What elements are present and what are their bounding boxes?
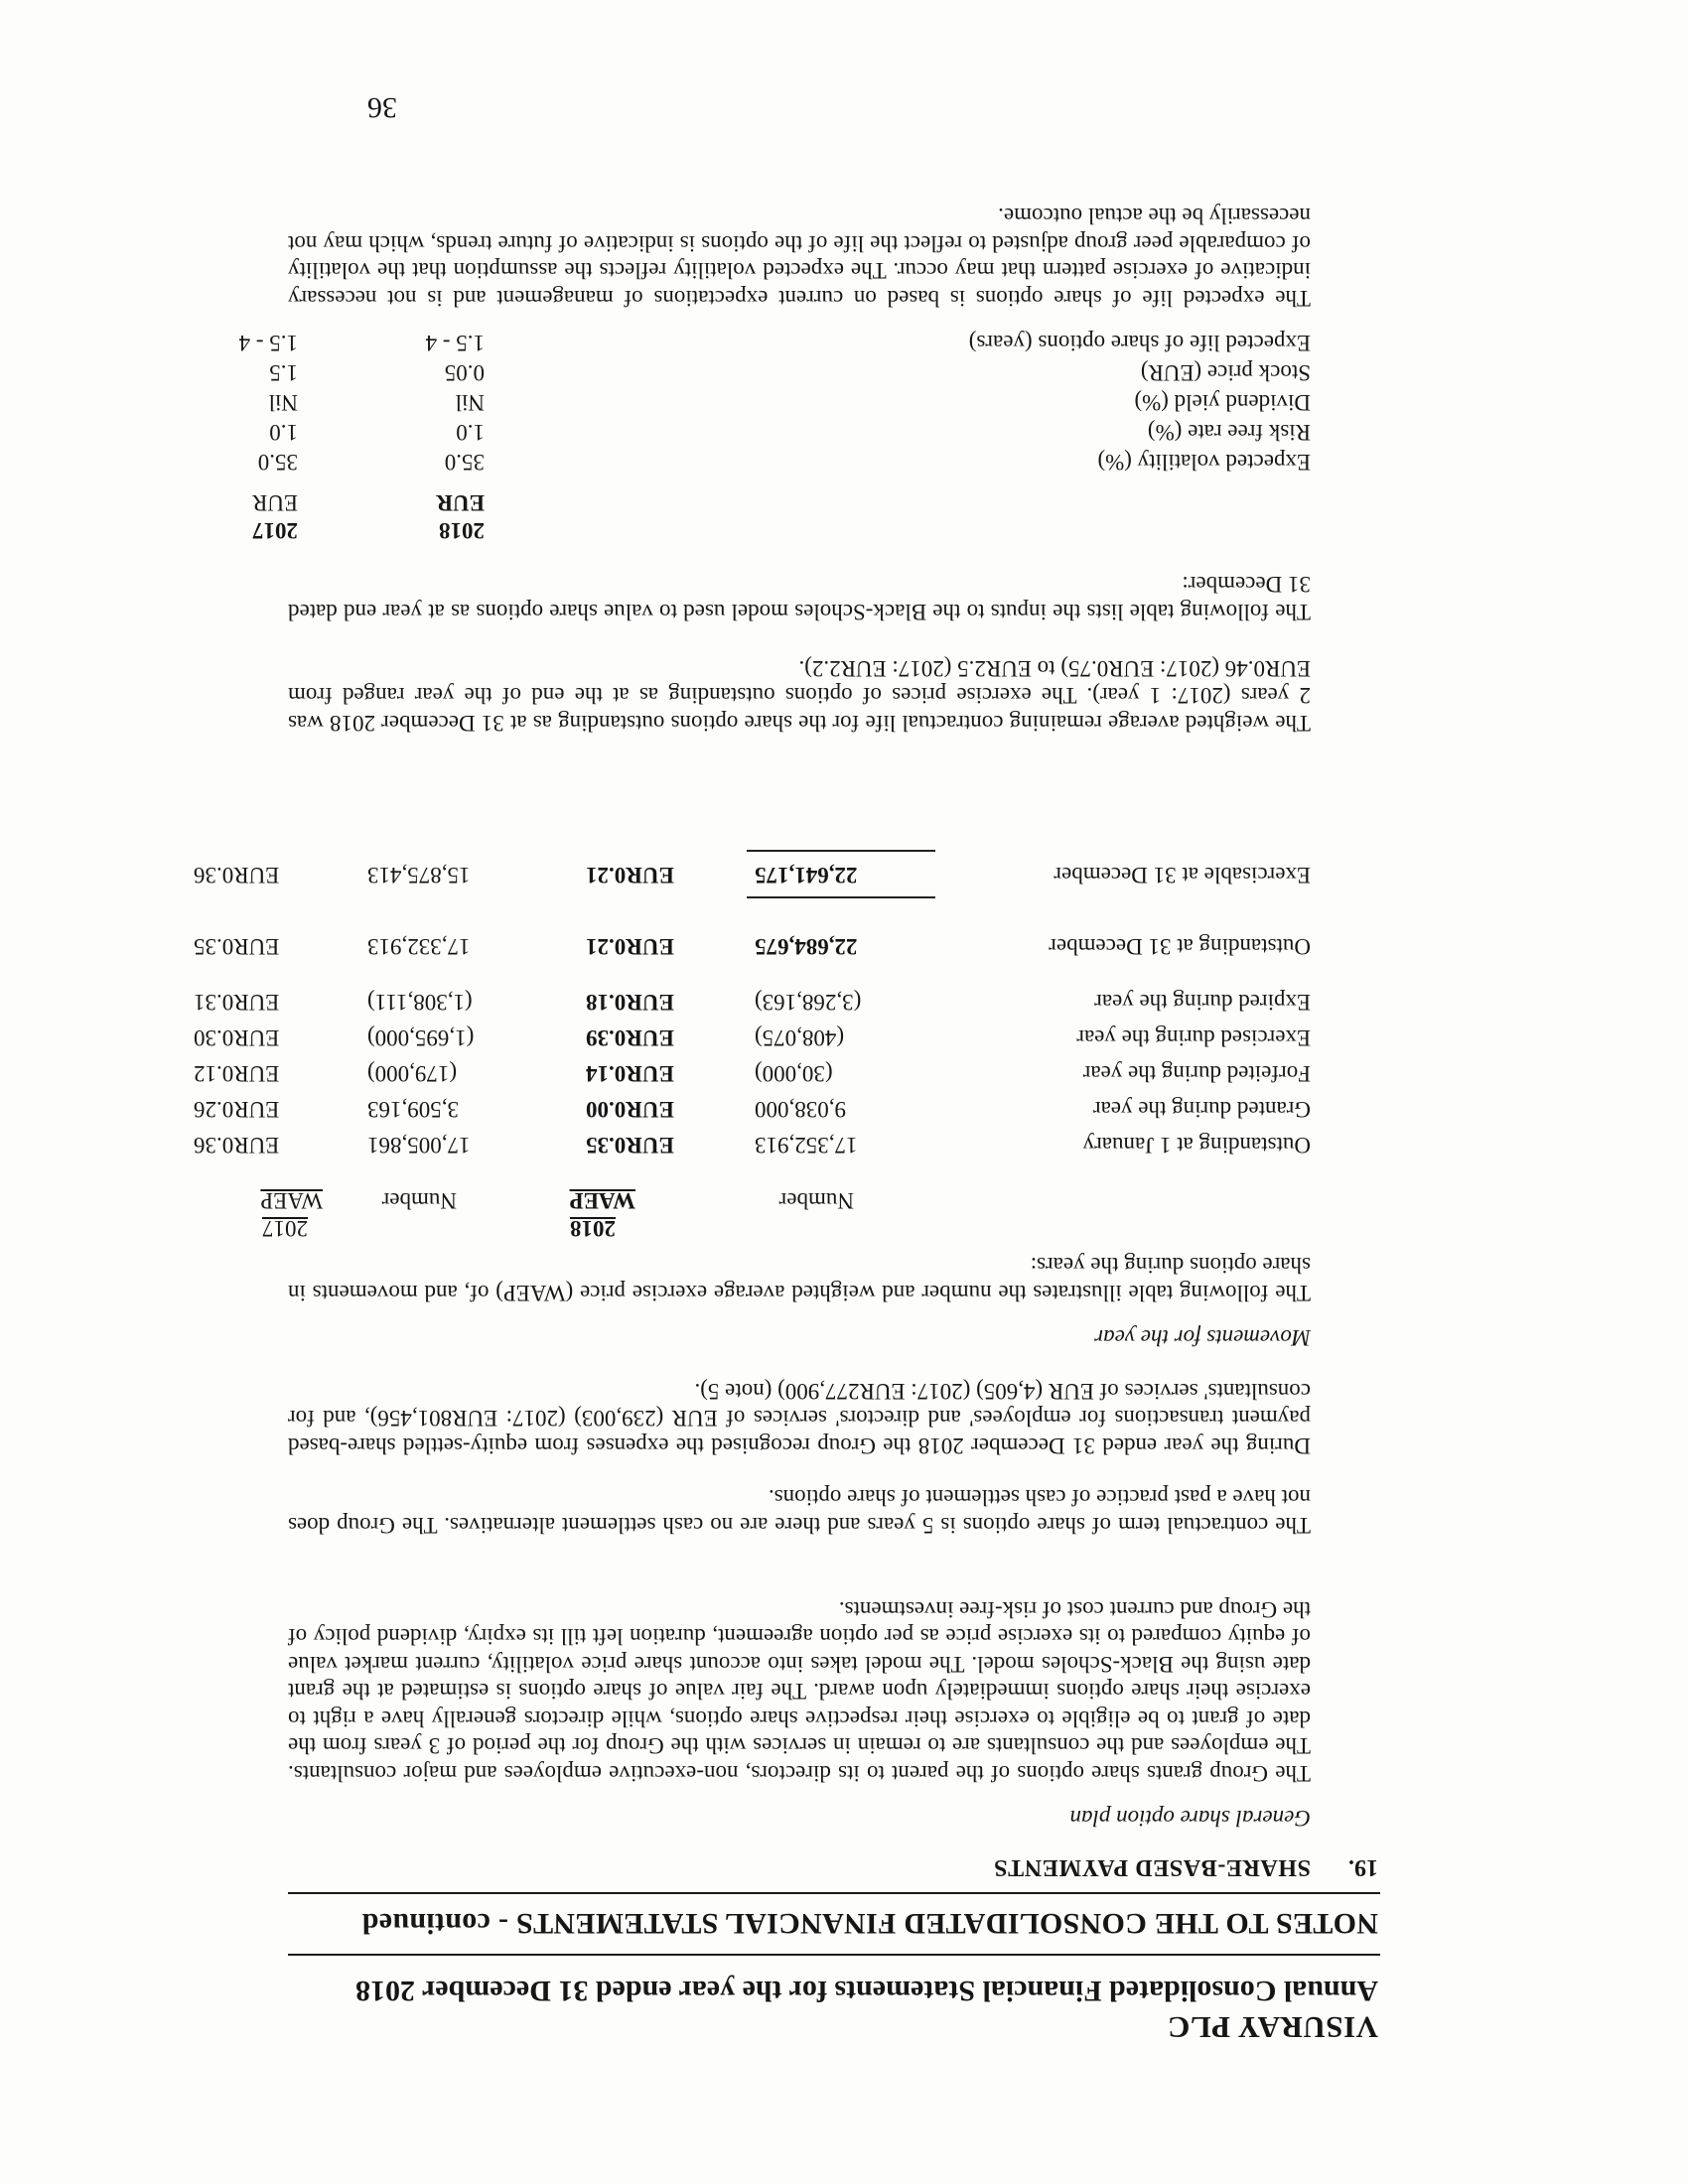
paragraph-share-options: The Group grants share options of the parent to its directors, non-executive employees and major consultants. The employees and the consultants are to remain in services with the Group for the period of 3 years from the date of grant to be eligible to exercise their respective share options, while directors generally have a right to exercise their share options immediately upon award. The fair value of share options is estimated at the grant date using the Black-Scholes model. The model takes into account share price volatility, current market value of equity compared to its exercise price as per option agreement, duration left till its expiry, dividend policy of the Group and current cost of risk-free investments. — [288, 1597, 1311, 1786]
inputs-row-label: Expected volatility (%) — [1097, 450, 1311, 475]
movements-row-waep-2018: EUR0.00 — [586, 1097, 674, 1122]
section-number: 19. — [1348, 1854, 1378, 1880]
movements-row-waep-2017: EUR0.36 — [194, 1133, 280, 1158]
inputs-row-value-2017: 1.5 — [269, 360, 298, 385]
paragraph-movements-intro: The following table illustrates the number and weighted average exercise price (WAEP) of, and movements in share options during the years: — [288, 1253, 1311, 1305]
inputs-row-value-2017: 1.5 - 4 — [238, 331, 298, 355]
inputs-row-label: Dividend yield (%) — [1134, 390, 1311, 415]
inputs-row-label: Stock price (EUR) — [1140, 360, 1311, 385]
statement-subtitle: Annual Consolidated Financial Statements for the year ended 31 December 2018 — [355, 1975, 1378, 2007]
movements-header-number-2017: Number — [381, 1188, 457, 1213]
inputs-row-value-2017: Nil — [268, 390, 298, 415]
movements-header-waep-2017: WAEP — [260, 1188, 323, 1213]
movements-row-label: Forfeited during the year — [1082, 1061, 1311, 1086]
movements-row-number-2018: (3,268,163) — [755, 990, 862, 1015]
movements-row-number-2018: 9,038,000 — [755, 1097, 846, 1122]
inputs-year-2018: 2018 — [439, 518, 485, 543]
paragraph-expected-life: The expected life of share options is based on current expectations of management and is not necessary indicative of exercise pattern that may occur. The expected volatility reflects the assumption that the volatility of comparable peer group adjusted to reflect the life of the options is indicative of future trends, which may not necessarily be the actual outcome. — [288, 204, 1311, 311]
movements-row-number-2017: (179,000) — [367, 1061, 458, 1086]
inputs-year-2017: 2017 — [252, 518, 298, 543]
movements-row-label: Granted during the year — [1092, 1097, 1311, 1122]
movements-row-number-2017: (1,308,111) — [367, 990, 473, 1015]
paragraph-remaining-life: The weighted average remaining contractual life for the share options outstanding as at 31 December 2018 was 2 years (2017: 1 year). The exercise prices of options outstanding as at the end of the year ranged from EUR0.46 (2017: EUR0.75) to EUR2.5 (2017: EUR2.2). — [288, 656, 1311, 736]
movements-row-label: Exercised during the year — [1076, 1025, 1311, 1050]
inputs-row-label: Risk free rate (%) — [1147, 420, 1311, 445]
inputs-row-label: Expected life of share options (years) — [968, 331, 1311, 355]
movements-row-waep-2018: EUR0.18 — [586, 990, 674, 1015]
movements-row-number-2018: (30,000) — [755, 1061, 833, 1086]
inputs-row-value-2017: 1.0 — [269, 420, 298, 445]
movements-row-waep-2018: EUR0.14 — [586, 1061, 674, 1086]
page-number: 36 — [367, 91, 397, 124]
movements-row-number-2018: 22,641,175 — [755, 863, 858, 887]
movements-row-label: Outstanding at 31 December — [1049, 934, 1311, 959]
movements-row-waep-2018: EUR0.39 — [586, 1025, 674, 1050]
movements-row-waep-2017: EUR0.12 — [194, 1061, 280, 1086]
inputs-row-value-2018: 1.0 — [456, 420, 485, 445]
movements-row-label: Outstanding at 1 January — [1082, 1133, 1311, 1158]
movements-row-number-2018: 22,684,675 — [755, 934, 858, 959]
inputs-row-value-2018: 35.0 — [444, 450, 485, 475]
paragraph-black-scholes-intro: The following table lists the inputs to the Black-Scholes model used to value share options as at year end dated 31 December: — [288, 572, 1311, 624]
movements-row-waep-2017: EUR0.36 — [194, 863, 280, 887]
movements-row-number-2017: (1,695,000) — [367, 1025, 475, 1050]
inputs-row-value-2018: 0.05 — [444, 360, 485, 385]
movements-row-number-2018: (408,075) — [755, 1025, 845, 1050]
movements-row-waep-2017: EUR0.31 — [194, 990, 280, 1015]
inputs-currency-2017: EUR — [252, 490, 298, 515]
company-name: VISURAY PLC — [1167, 2010, 1378, 2045]
movements-row-number-2017: 17,332,913 — [367, 934, 471, 959]
notes-title: NOTES TO THE CONSOLIDATED FINANCIAL STATEMENTS - continued — [361, 1907, 1378, 1940]
movements-year-2017: 2017 — [262, 1216, 308, 1241]
movements-row-waep-2017: EUR0.35 — [194, 934, 280, 959]
general-share-option-heading: General share option plan — [1069, 1806, 1311, 1831]
paragraph-contractual-term: The contractual term of share options is 5 years and there are no cash settlement alternatives. The Group does not have a past practice of cash settlement of share options. — [288, 1485, 1311, 1538]
movements-row-number-2017: 17,005,861 — [367, 1133, 471, 1158]
inputs-row-value-2017: 35.0 — [257, 450, 298, 475]
movements-row-label: Expired during the year — [1094, 990, 1311, 1015]
movements-row-number-2017: 15,875,413 — [367, 863, 471, 887]
movements-row-waep-2018: EUR0.21 — [586, 934, 674, 959]
movements-row-waep-2017: EUR0.26 — [194, 1097, 280, 1122]
movements-row-number-2017: 3,509,163 — [367, 1097, 459, 1122]
paragraph-expenses: During the year ended 31 December 2018 the Group recognised the expenses from equity-settled share-based payment transactions for employees' and directors' services of EUR (239,003) (2017: EUR801,456), and for consultants' services of EUR (4,605) (2017: EUR277,900) (note 5). — [288, 1379, 1311, 1458]
movements-row-waep-2017: EUR0.30 — [194, 1025, 280, 1050]
movements-row-waep-2018: EUR0.21 — [586, 863, 674, 887]
movements-year-2018: 2018 — [570, 1216, 616, 1241]
inputs-currency-2018: EUR — [436, 490, 485, 515]
movements-row-waep-2018: EUR0.35 — [586, 1133, 674, 1158]
inputs-row-value-2018: 1.5 - 4 — [425, 331, 485, 355]
inputs-row-value-2018: Nil — [455, 390, 485, 415]
section-title: SHARE-BASED PAYMENTS — [993, 1854, 1311, 1880]
movements-row-label: Exercisable at 31 December — [1054, 863, 1311, 887]
movements-header-number-2018: Number — [778, 1188, 854, 1213]
movements-heading: Movements for the year — [1094, 1325, 1311, 1350]
movements-row-number-2018: 17,352,913 — [755, 1133, 858, 1158]
movements-header-waep-2018: WAEP — [569, 1188, 635, 1213]
